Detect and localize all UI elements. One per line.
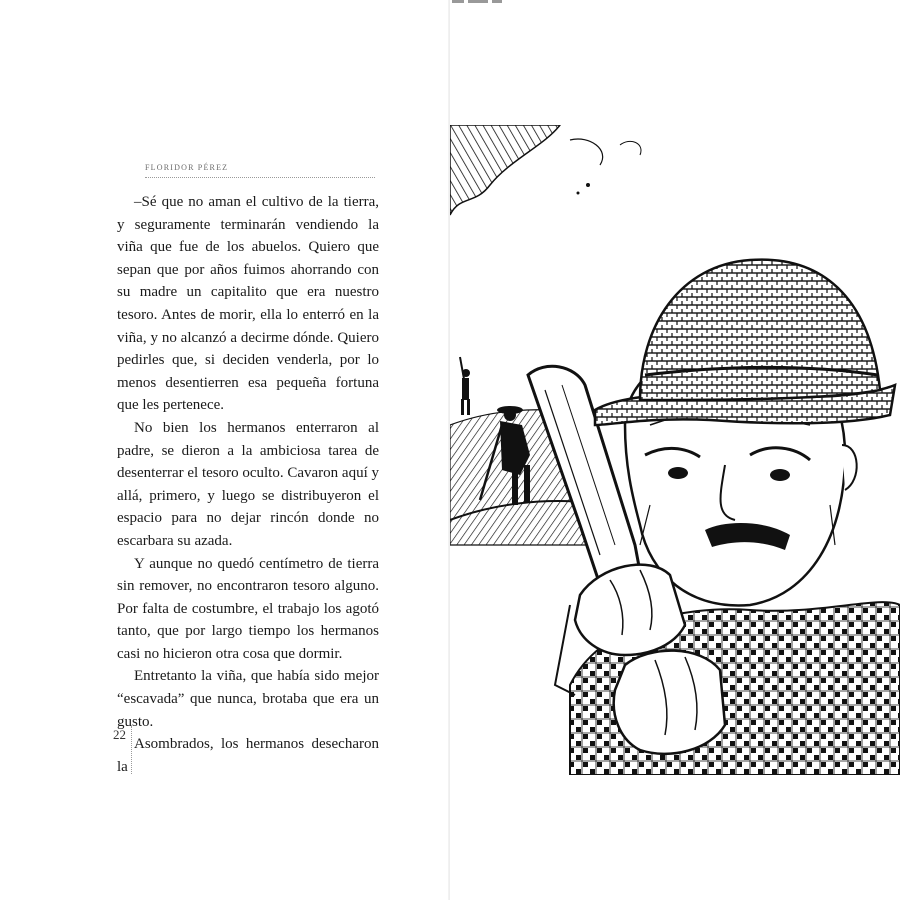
page-number-rule — [131, 726, 132, 774]
running-head-rule — [145, 177, 375, 178]
paragraph: Entretanto la viña, que había sido mejor “escavada” que nunca, brotaba que era un gusto. — [117, 668, 379, 730]
paragraph: Y aunque no quedó centímetro de tierra sin remover, no encontraron tesoro alguno. Por falta de costumbre, el trabajo los agotó tanto, que por largo tiempo los hermanos casi no hicieron otra cosa que dormir. — [117, 555, 379, 662]
page-top-mark — [452, 0, 532, 6]
body-text — [117, 191, 379, 778]
paragraph: No bien los hermanos enterraron al padre, se dieron a la ambiciosa tarea de desenterrar el tesoro oculto. Cavaron aquí y allá, primero, y luego se distribuyeron el espacio para no dejar rincón donde no escarbara su azada. — [117, 419, 379, 549]
farmer-illustration — [450, 125, 900, 775]
distant-worker-figure — [460, 357, 470, 415]
page-number: 22 — [113, 727, 126, 742]
running-head: FLORIDOR PÉREZ — [145, 163, 229, 172]
paragraph: Asombrados, los hermanos desecharon la — [117, 736, 379, 775]
paragraph: –Sé que no aman el cultivo de la tierra, y seguramente terminarán vendiendo la viña que fue de los abuelos. Quiero que sepan que por años fuimos ahorrando con su madre un capitalito que era nuestro tesoro. Antes de morir, ella lo enterró en la viña, y no alcanzó a decirme dónde. Quiero pedirles que, si deciden venderla, por lo menos desentierren esa pequeña fortuna que les pertenece. — [117, 194, 379, 414]
